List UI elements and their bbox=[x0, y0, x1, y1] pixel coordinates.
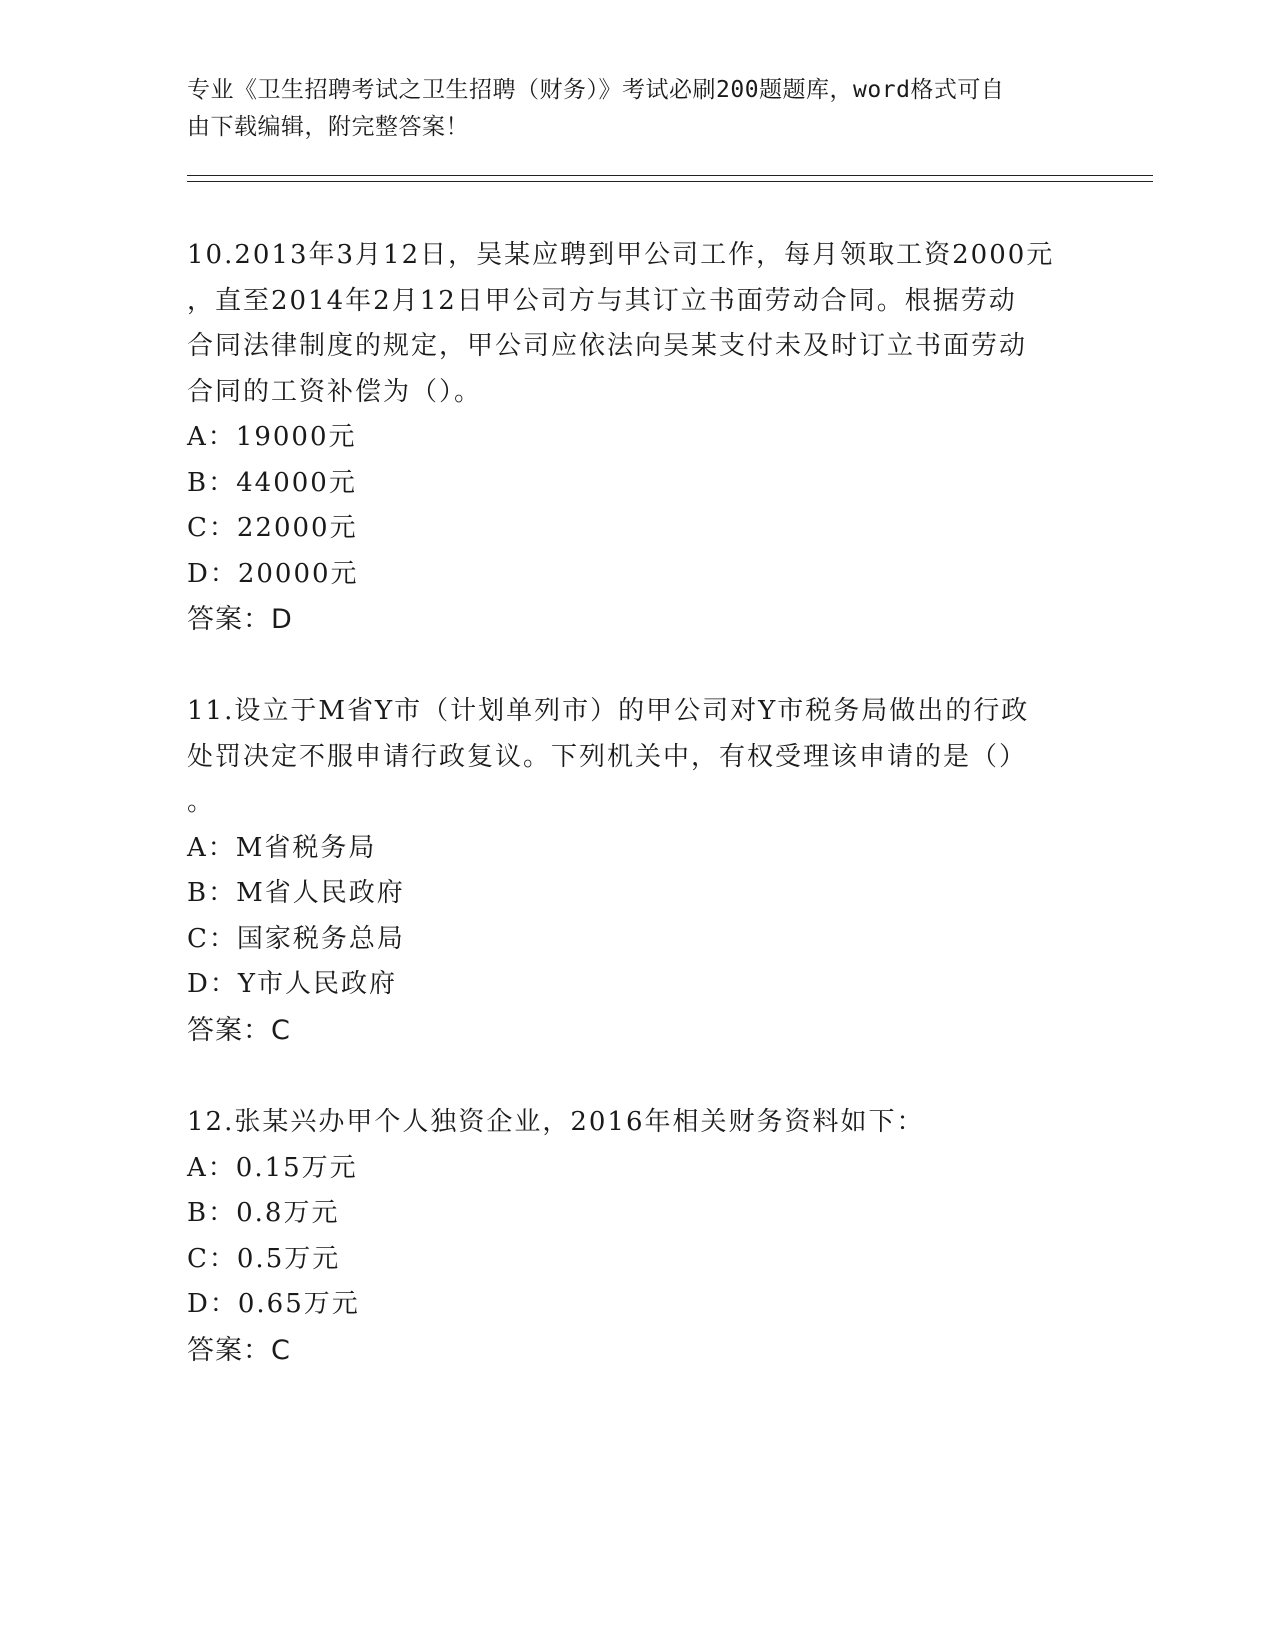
option-a: A：M省税务局 bbox=[187, 832, 377, 863]
stem-line: 12.张某兴办甲个人独资企业，2016年相关财务资料如下： bbox=[187, 1107, 925, 1137]
header-line-1: 专业《卫生招聘考试之卫生招聘（财务）》考试必刷200题题库，word格式可自 bbox=[187, 77, 1005, 103]
option-a: A：19000元 bbox=[187, 422, 357, 452]
stem-line: 。 bbox=[187, 787, 216, 817]
option-d: D：Y市人民政府 bbox=[187, 969, 398, 999]
option-c: C：国家税务总局 bbox=[187, 923, 405, 954]
stem-line: 10.2013年3月12日，吴某应聘到甲公司工作，每月领取工资2000元 bbox=[187, 240, 1055, 270]
stem-line: 11.设立于M省Y市（计划单列市）的甲公司对Y市税务局做出的行政 bbox=[187, 696, 1030, 726]
document-header bbox=[187, 72, 1087, 146]
option-a: A：0.15万元 bbox=[187, 1152, 358, 1183]
option-d: D：0.65万元 bbox=[187, 1289, 360, 1319]
stem-line: 合同法律制度的规定，甲公司应依法向吴某支付未及时订立书面劳动 bbox=[187, 331, 1028, 361]
option-b: B：44000元 bbox=[187, 467, 357, 498]
header-divider-bottom bbox=[187, 181, 1153, 182]
stem-line: 合同的工资补偿为（）。 bbox=[187, 376, 483, 407]
option-c: C：22000元 bbox=[187, 513, 358, 543]
answer: 答案：C bbox=[187, 1334, 291, 1366]
question-stem bbox=[187, 233, 1087, 415]
question-10 bbox=[187, 233, 1087, 643]
question-stem bbox=[187, 1100, 1087, 1146]
stem-line: 处罚决定不服申请行政复议。下列机关中，有权受理该申请的是（） bbox=[187, 741, 1028, 772]
option-b: B：0.8万元 bbox=[187, 1198, 340, 1228]
option-b: B：M省人民政府 bbox=[187, 878, 405, 908]
answer: 答案：C bbox=[187, 1014, 291, 1046]
question-11 bbox=[187, 689, 1087, 1054]
question-stem bbox=[187, 689, 1087, 826]
answer: 答案：D bbox=[187, 604, 293, 635]
question-12 bbox=[187, 1100, 1087, 1374]
stem-line: ，直至2014年2月12日甲公司方与其订立书面劳动合同。根据劳动 bbox=[187, 285, 1017, 316]
header-divider-top bbox=[187, 175, 1153, 176]
header-line-2: 由下载编辑，附完整答案！ bbox=[187, 114, 469, 140]
option-d: D：20000元 bbox=[187, 558, 359, 589]
option-c: C：0.5万元 bbox=[187, 1243, 341, 1274]
